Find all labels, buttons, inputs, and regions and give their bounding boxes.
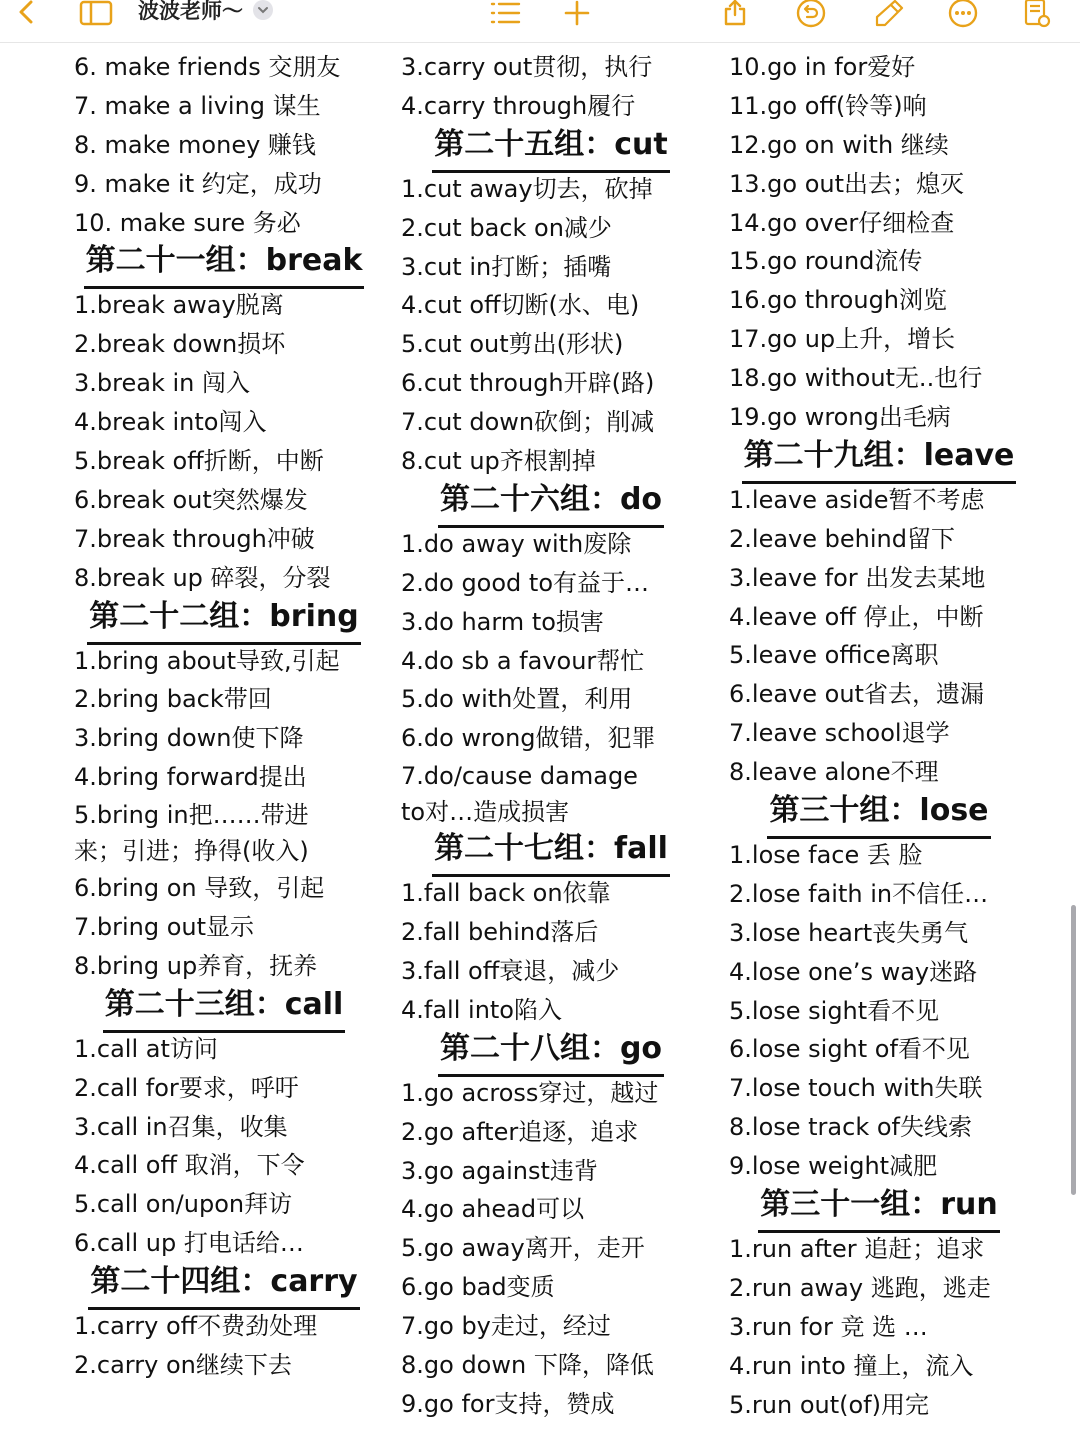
group-heading: 第二十三组：call	[103, 986, 346, 1033]
phrase-entry: 9. make it 约定，成功	[74, 169, 322, 198]
group-heading: 第三十组：lose	[767, 792, 990, 839]
phrase-entry: 6.do wrong做错，犯罪	[401, 724, 656, 753]
group-heading: 第二十二组：bring	[87, 598, 360, 645]
phrase-entry: 5.break off折断，中断	[74, 447, 324, 476]
phrase-entry: 2.leave behind留下	[729, 524, 955, 553]
phrase-entry: 7.go by走过，经过	[401, 1312, 611, 1341]
phrase-entry: 3.fall off衰退，减少	[401, 957, 620, 986]
phrase-entry: 1.run after 追赶；追求	[729, 1235, 985, 1264]
phrase-entry: 8. make money 赚钱	[74, 130, 316, 159]
group-heading-row	[74, 598, 374, 642]
phrase-entry: 2.carry on继续下去	[74, 1351, 292, 1380]
phrase-entry: 2.go after追逐，追求	[401, 1117, 639, 1146]
phrase-entry: 2.cut back on减少	[401, 213, 612, 242]
share-icon[interactable]	[720, 0, 750, 26]
phrase-entry: 4.fall into陷入	[401, 995, 562, 1024]
phrase-entry: 10. make sure 务必	[74, 208, 301, 237]
phrase-entry: 3.go against违背	[401, 1156, 598, 1185]
phrase-entry: 7.bring out显示	[74, 913, 255, 942]
phrase-entry: 9.lose weight减肥	[729, 1152, 938, 1181]
group-heading: 第三十一组：run	[758, 1186, 1000, 1233]
group-heading-row	[401, 481, 701, 525]
phrase-entry: 3.lose heart丧失勇气	[729, 918, 969, 947]
phrase-entry: 14.go over仔细检查	[729, 208, 955, 237]
phrase-entry: 3.cut in打断；插嘴	[401, 252, 612, 281]
group-heading-row	[74, 986, 374, 1030]
phrase-entry: 4.leave off 停止，中断	[729, 602, 984, 631]
note-title: 波波老师～	[138, 0, 243, 23]
phrase-entry: 5.cut out剪出(形状)	[401, 330, 624, 359]
phrase-entry: 4.run into 撞上，流入	[729, 1351, 974, 1380]
column-2	[401, 48, 701, 1424]
phrase-entry: 2.break down损坏	[74, 330, 286, 359]
phrase-entry: 3.call in召集，收集	[74, 1112, 288, 1141]
column-3	[729, 48, 1029, 1425]
phrase-entry: 1.lose face 丢 脸	[729, 841, 923, 870]
toolbar	[0, 0, 1080, 43]
phrase-entry: 4.cut off切断(水、电)	[401, 291, 640, 320]
phrase-entry: 3.run for 竞 选 …	[729, 1312, 928, 1341]
phrase-entry: 1.carry off不费劲处理	[74, 1312, 318, 1341]
phrase-entry: 1.call at访问	[74, 1034, 218, 1063]
phrase-entry: 4.do sb a favour帮忙	[401, 646, 645, 675]
phrase-entry: 6.lose sight of看不见	[729, 1035, 970, 1064]
phrase-entry: 8.break up 碎裂，分裂	[74, 563, 331, 592]
sidebar-icon[interactable]	[78, 0, 114, 26]
phrase-entry: 7.do/cause damage	[401, 762, 638, 791]
group-heading: 第二十一组：break	[84, 242, 365, 289]
phrase-entry: 5.do with处置，利用	[401, 685, 633, 714]
phrase-entry: 8.lose track of失线索	[729, 1113, 972, 1142]
phrase-entry: 3.do harm to损害	[401, 607, 604, 636]
group-heading-row	[74, 242, 374, 286]
phrase-entry: 5.call on/upon拜访	[74, 1190, 293, 1219]
undo-icon[interactable]	[794, 0, 828, 26]
phrase-entry: 4.call off 取消，下令	[74, 1151, 305, 1180]
phrase-entry: 5.bring in把……带进	[74, 801, 309, 830]
phrase-entry: 1.go across穿过，越过	[401, 1078, 659, 1107]
phrase-entry: 1.fall back on依靠	[401, 879, 611, 908]
group-heading-row	[401, 830, 701, 874]
group-heading-row	[729, 792, 1029, 836]
note-title-menu[interactable]	[138, 0, 273, 24]
add-icon[interactable]	[562, 0, 592, 26]
phrase-entry: 8.go down 下降，降低	[401, 1351, 654, 1380]
phrase-entry: to对…造成损害	[401, 798, 570, 827]
phrase-entry: 3.leave for 出发去某地	[729, 563, 986, 592]
back-icon[interactable]	[12, 0, 40, 26]
phrase-entry: 6.break out突然爆发	[74, 485, 308, 514]
phrase-entry: 8.cut up齐根割掉	[401, 447, 596, 476]
phrase-entry: 3.break in 闯入	[74, 369, 250, 398]
phrase-entry: 8.leave alone不理	[729, 758, 939, 787]
group-heading-row	[729, 437, 1029, 481]
phrase-entry: 1.do away with废除	[401, 529, 632, 558]
group-heading: 第二十六组：do	[438, 481, 664, 528]
phrase-entry: 2.fall behind落后	[401, 918, 599, 947]
phrase-entry: 7.lose touch with失联	[729, 1074, 983, 1103]
phrase-entry: 6.go bad变质	[401, 1273, 555, 1302]
phrase-entry: 1.leave aside暂不考虑	[729, 485, 985, 514]
phrase-entry: 7.break through冲破	[74, 524, 315, 553]
phrase-entry: 4.go ahead可以	[401, 1195, 585, 1224]
phrase-entry: 8.bring up养育，抚养	[74, 951, 318, 980]
phrase-entry: 1.break away脱离	[74, 291, 284, 320]
phrase-entry: 2.run away 逃跑，逃走	[729, 1273, 991, 1302]
group-heading: 第二十四组：carry	[88, 1263, 359, 1310]
group-heading: 第二十五组：cut	[432, 126, 669, 173]
phrase-entry: 16.go through浏览	[729, 286, 948, 315]
phrase-entry: 6.leave out省去，遗漏	[729, 680, 984, 709]
phrase-entry: 5.go away离开，走开	[401, 1234, 645, 1263]
phrase-entry: 7.cut down砍倒；削减	[401, 408, 655, 437]
phrase-entry: 4.break into闯入	[74, 408, 267, 437]
phrase-entry: 15.go round流传	[729, 247, 923, 276]
phrase-entry: 7. make a living 谋生	[74, 91, 321, 120]
phrase-entry: 1.bring about导致,引起	[74, 646, 340, 675]
phrase-entry: 6.cut through开辟(路)	[401, 369, 655, 398]
phrase-entry: 4.carry through履行	[401, 91, 636, 120]
phrase-entry: 5.lose sight看不见	[729, 996, 940, 1025]
group-heading: 第二十八组：go	[438, 1030, 664, 1077]
phrase-entry: 6.call up 打电话给…	[74, 1229, 304, 1258]
phrase-entry: 2.lose faith in不信任…	[729, 879, 989, 908]
phrase-entry: 2.do good to有益于…	[401, 568, 650, 597]
phrase-entry: 1.cut away切去，砍掉	[401, 174, 653, 203]
phrase-entry: 17.go up上升，增长	[729, 325, 956, 354]
phrase-entry: 3.carry out贯彻，执行	[401, 53, 653, 81]
group-heading-row	[401, 1030, 701, 1074]
group-heading-row	[729, 1186, 1029, 1230]
phrase-entry: 2.bring back带回	[74, 685, 272, 714]
more-options-icon[interactable]	[946, 0, 980, 26]
phrase-entry: 3.bring down使下降	[74, 724, 304, 753]
list-format-icon[interactable]	[488, 0, 522, 26]
phrase-entry: 10.go in for爱好	[729, 53, 916, 81]
compose-icon[interactable]	[1020, 0, 1054, 26]
phrase-entry: 来；引进；挣得(收入)	[74, 837, 309, 866]
phrase-entry: 6.bring on 导致，引起	[74, 874, 325, 903]
phrase-entry: 18.go without无..也行	[729, 364, 983, 393]
markup-pen-icon[interactable]	[872, 0, 906, 26]
group-heading: 第二十七组：fall	[432, 830, 670, 877]
group-heading-row	[401, 126, 701, 170]
phrase-entry: 2.call for要求，呼吁	[74, 1073, 299, 1102]
chevron-down-icon	[253, 0, 273, 20]
phrase-entry: 11.go off(铃等)响	[729, 91, 927, 120]
group-heading-row	[74, 1263, 374, 1307]
phrase-entry: 4.lose one’s way迷路	[729, 957, 978, 986]
phrase-entry: 9.go for支持，赞成	[401, 1389, 615, 1418]
phrase-entry: 19.go wrong出毛病	[729, 403, 951, 432]
vertical-scrollbar[interactable]	[1071, 905, 1076, 1195]
phrase-entry: 5.leave office离职	[729, 641, 939, 670]
phrase-entry: 7.leave school退学	[729, 719, 950, 748]
column-1	[74, 48, 374, 1385]
phrase-entry: 13.go out出去；熄灭	[729, 169, 965, 198]
phrase-entry: 4.bring forward提出	[74, 763, 307, 792]
group-heading: 第二十九组：leave	[742, 437, 1017, 484]
phrase-entry: 12.go on with 继续	[729, 130, 949, 159]
phrase-entry: 6. make friends 交朋友	[74, 53, 341, 81]
phrase-entry: 5.run out(of)用完	[729, 1390, 929, 1419]
note-body[interactable]	[0, 48, 1080, 1440]
